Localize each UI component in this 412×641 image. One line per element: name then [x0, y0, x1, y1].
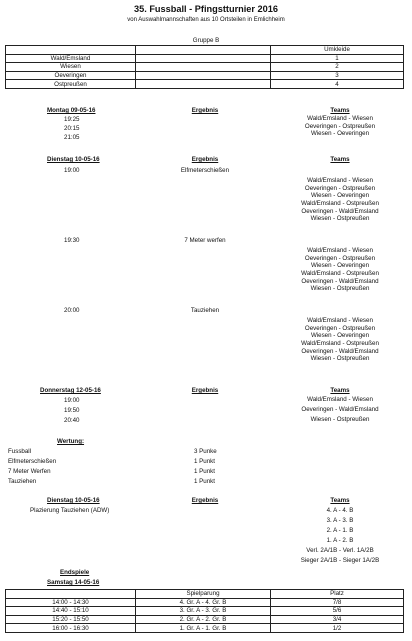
pairing-cell: 4. Gr. A - 4. Gr. B [136, 598, 271, 607]
thursday-teams [288, 397, 392, 427]
table-cell [6, 46, 136, 55]
match-pairing: Wiesen - Ostpreußen [310, 416, 370, 423]
discipline-label: 7 Meter Werfen [8, 468, 51, 475]
time-cell: 15:20 - 15:50 [6, 615, 136, 624]
time-label: 19:30 [64, 237, 80, 244]
match-pairing: Wald/Emsland - Wiesen [307, 396, 373, 403]
ergebnis-header: Ergebnis [191, 107, 219, 114]
table-cell [136, 46, 271, 55]
match-pairing: Verl. 2A/1B - Verl. 1A/2B [306, 547, 374, 554]
teams-header: Teams [330, 107, 350, 114]
match-pairing: Oeveringen - Wald/Emsland [301, 406, 379, 413]
time-cell: 14:00 - 14:30 [6, 598, 136, 607]
match-pairing: 4. A - 4. B [326, 507, 354, 514]
finals-table [5, 589, 404, 633]
table-cell [6, 590, 136, 599]
time-label: 19:25 [64, 116, 80, 123]
thursday-date: Donnerstag 12-05-16 [40, 387, 101, 394]
table-row [6, 598, 404, 607]
match-pairing: Oeveringen - Wald/Emsland [301, 277, 379, 285]
table-cell [136, 80, 271, 89]
discipline-label: Fussball [8, 448, 32, 455]
table-cell [136, 71, 271, 80]
place-cell: 5/6 [271, 607, 404, 616]
group-table [5, 45, 404, 89]
match-pairing: Wald/Emsland - Wiesen [307, 115, 373, 122]
time-label: 20:00 [64, 307, 80, 314]
table-row [6, 71, 404, 80]
placement-teams [288, 508, 392, 568]
team-cell: Ostpreußen [6, 80, 136, 89]
umkleide-cell: 3 [271, 71, 404, 80]
tuesday-block-teams [288, 248, 392, 294]
page-subtitle: von Auswahlmannschaften aus 10 Ortsteilen in Emlichheim [127, 17, 285, 23]
ergebnis-header: Ergebnis [191, 497, 219, 504]
finals-date: Samstag 14-05-16 [47, 579, 100, 586]
match-pairing: Wiesen - Ostpreußen [310, 215, 370, 223]
match-pairing: Wiesen - Ostpreußen [310, 285, 370, 293]
time-label: 19:00 [64, 167, 80, 174]
time-label: 19:50 [64, 407, 80, 414]
table-header-umkleide: Umkleide [271, 46, 404, 55]
time-label: 20:40 [64, 417, 80, 424]
pairing-cell: 1. Gr. A - 1. Gr. B [136, 624, 271, 633]
match-pairing: Oeveringen - Ostpreußen [304, 324, 376, 332]
points-label: 3 Punke [194, 448, 217, 455]
teams-header: Teams [330, 156, 350, 163]
match-pairing: Wiesen - Oeveringen [310, 130, 370, 138]
teams-header: Teams [330, 497, 350, 504]
match-pairing: Wald/Emsland - Ostpreußen [301, 200, 379, 208]
place-cell: 1/2 [271, 624, 404, 633]
umkleide-cell: 2 [271, 63, 404, 72]
page-title: 35. Fussball - Pfingstturnier 2016 [134, 4, 278, 14]
scoring-heading: Wertung: [57, 438, 85, 445]
time-label: 21:05 [64, 134, 80, 141]
table-cell [136, 63, 271, 72]
event-label: Elfmeterschießen [180, 167, 230, 174]
ergebnis-header: Ergebnis [191, 156, 219, 163]
monday-teams [288, 116, 392, 139]
place-cell: 3/4 [271, 615, 404, 624]
points-label: 1 Punkt [194, 478, 215, 485]
tuesday-block-teams [288, 178, 392, 224]
match-pairing: Oeveringen - Wald/Emsland [301, 347, 379, 355]
match-pairing: 2. A - 1. B [326, 527, 354, 534]
time-cell: 14:40 - 15:10 [6, 607, 136, 616]
team-cell: Wald/Emsland [6, 54, 136, 63]
match-pairing: Oeveringen - Ostpreußen [304, 122, 376, 130]
table-cell [136, 54, 271, 63]
finals-heading: Endspiele [60, 569, 90, 576]
match-pairing: Wiesen - Ostpreußen [310, 355, 370, 363]
pairing-cell: 3. Gr. A - 3. Gr. B [136, 607, 271, 616]
match-pairing: 3. A - 3. B [326, 517, 354, 524]
match-pairing: Oeveringen - Wald/Emsland [301, 207, 379, 215]
match-pairing: Oeveringen - Ostpreußen [304, 184, 376, 192]
time-label: 19:00 [64, 397, 80, 404]
placement-date: Dienstag 10-05-16 [47, 497, 100, 504]
table-row [6, 607, 404, 616]
discipline-label: Tauziehen [8, 478, 37, 485]
match-pairing: Wald/Emsland - Ostpreußen [301, 340, 379, 348]
ergebnis-header: Ergebnis [191, 387, 219, 394]
team-cell: Oeveringen [6, 71, 136, 80]
time-cell: 16:00 - 16:30 [6, 624, 136, 633]
match-pairing: 1. A - 2. B [326, 537, 354, 544]
match-pairing: Wiesen - Oeveringen [310, 332, 370, 340]
match-pairing: Wald/Emsland - Wiesen [307, 177, 373, 184]
match-pairing: Wiesen - Oeveringen [310, 262, 370, 270]
event-label: Tauziehen [190, 307, 220, 314]
table-row [6, 63, 404, 72]
place-cell: 7/8 [271, 598, 404, 607]
pairing-cell: 2. Gr. A - 2. Gr. B [136, 615, 271, 624]
umkleide-cell: 4 [271, 80, 404, 89]
match-pairing: Wald/Emsland - Wiesen [307, 317, 373, 324]
points-label: 1 Punkt [194, 468, 215, 475]
table-row [6, 54, 404, 63]
umkleide-cell: 1 [271, 54, 404, 63]
match-pairing: Oeveringen - Ostpreußen [304, 254, 376, 262]
table-row [6, 46, 404, 55]
match-pairing: Sieger 2A/1B - Sieger 1A/2B [300, 557, 380, 564]
time-label: 20:15 [64, 125, 80, 132]
tuesday-block-teams [288, 318, 392, 364]
table-row [6, 624, 404, 633]
table-row [6, 80, 404, 89]
match-pairing: Wald/Emsland - Ostpreußen [301, 270, 379, 278]
team-cell: Wiesen [6, 63, 136, 72]
match-pairing: Wiesen - Oeveringen [310, 192, 370, 200]
monday-date: Montag 09-05-16 [47, 107, 96, 114]
table-header-place: Platz [271, 590, 404, 599]
discipline-label: Elfmeterschießen [8, 458, 57, 465]
table-row [6, 615, 404, 624]
match-pairing: Wald/Emsland - Wiesen [307, 247, 373, 254]
group-label: Gruppe B [192, 37, 220, 44]
points-label: 1 Punkt [194, 458, 215, 465]
event-label: 7 Meter werfen [184, 237, 226, 244]
table-header-pairing: Spielparung [136, 590, 271, 599]
tuesday-date: Dienstag 10-05-16 [47, 156, 100, 163]
teams-header: Teams [330, 387, 350, 394]
placement-label: Plazierung Tauziehen (ADW) [30, 507, 110, 514]
table-row [6, 590, 404, 599]
